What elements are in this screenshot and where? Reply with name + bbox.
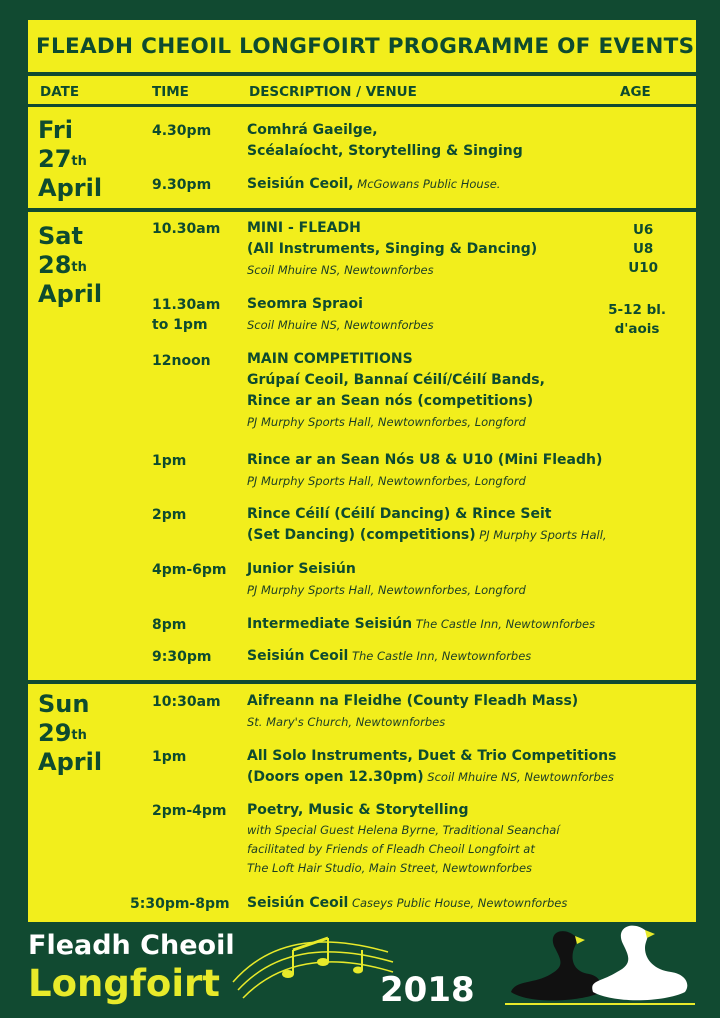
page-title: FLEADH CHEOIL LONGFOIRT PROGRAMME OF EVENTS	[36, 34, 695, 59]
age-range: 5-12 bl. d'aois	[608, 302, 666, 337]
event-description: All Solo Instruments, Duet & Trio Competitions (Doors open 12.30pm) Scoil Mhuire NS, Newtownforbes	[247, 748, 617, 785]
divider	[28, 680, 696, 684]
event-time: 4.30pm	[152, 123, 212, 139]
event-time: 4pm-6pm	[152, 562, 227, 578]
programme-panel	[28, 20, 696, 922]
event-time: 8pm	[152, 617, 187, 633]
event-time: 10:30am	[152, 694, 221, 710]
event-time: 9.30pm	[152, 177, 212, 193]
age-range: U6 U8 U10	[628, 222, 658, 276]
header-age: AGE	[620, 84, 651, 100]
event-time: 2pm	[152, 507, 187, 523]
event-description: Poetry, Music & Storytelling with Special Guest Helena Byrne, Traditional Seanchaí facilitated by Friends of Fleadh Cheoil Longfoirt at The Loft Hair Studio, Main Street, Newtownforbes	[247, 802, 560, 875]
day-sat: Sat 28th April	[38, 222, 103, 308]
event-description: Aifreann na Fleidhe (County Fleadh Mass) St. Mary's Church, Newtownforbes	[247, 693, 579, 729]
event-time: 2pm-4pm	[152, 803, 227, 819]
footer-logo-line2: Longfoirt	[28, 962, 220, 1005]
divider	[28, 104, 696, 107]
swans-icon	[505, 918, 695, 1010]
event-time: 1pm	[152, 453, 187, 469]
event-time: 1pm	[152, 749, 187, 765]
event-description: MINI - FLEADH (All Instruments, Singing & Dancing) Scoil Mhuire NS, Newtownforbes	[247, 220, 538, 277]
event-time: 5:30pm-8pm	[130, 896, 230, 912]
footer-year: 2018	[380, 970, 475, 1010]
music-notes-icon	[228, 922, 398, 1012]
day-sun: Sun 29th April	[38, 690, 103, 776]
event-description: Rince Céilí (Céilí Dancing) & Rince Seit (Set Dancing) (competitions) PJ Murphy Sports Hall,	[247, 506, 607, 543]
event-description: Rince ar an Sean Nós U8 & U10 (Mini Fleadh) PJ Murphy Sports Hall, Newtownforbes, Longford	[247, 452, 603, 488]
divider	[28, 72, 696, 76]
event-description: Seisiún Ceoil The Castle Inn, Newtownforbes	[247, 648, 532, 664]
event-description: Junior Seisiún PJ Murphy Sports Hall, Newtownforbes, Longford	[247, 561, 526, 597]
event-description: Seisiún Ceoil, McGowans Public House.	[247, 176, 501, 192]
event-time: 12noon	[152, 353, 211, 369]
event-description: Seisiún Ceoil Caseys Public House, Newtownforbes	[247, 895, 568, 911]
event-description: Seomra Spraoi Scoil Mhuire NS, Newtownforbes	[247, 296, 434, 332]
header-time: TIME	[152, 84, 189, 100]
header-date: DATE	[40, 84, 80, 100]
day-fri: Fri 27th April	[38, 116, 103, 202]
divider	[28, 208, 696, 212]
event-time: 11.30am to 1pm	[152, 297, 221, 333]
header-description: DESCRIPTION / VENUE	[249, 84, 417, 100]
event-description: MAIN COMPETITIONS Grúpaí Ceoil, Bannaí Céilí/Céilí Bands, Rince ar an Sean nós (competitions) PJ Murphy Sports Hall, Newtownforbes, Longford	[247, 351, 545, 429]
event-time: 10.30am	[152, 221, 221, 237]
footer-logo-line1: Fleadh Cheoil	[28, 930, 235, 961]
event-time: 9:30pm	[152, 649, 212, 665]
event-description: Intermediate Seisiún The Castle Inn, Newtownforbes	[247, 616, 596, 632]
event-description: Comhrá Gaeilge, Scéalaíocht, Storytelling & Singing	[247, 122, 523, 159]
